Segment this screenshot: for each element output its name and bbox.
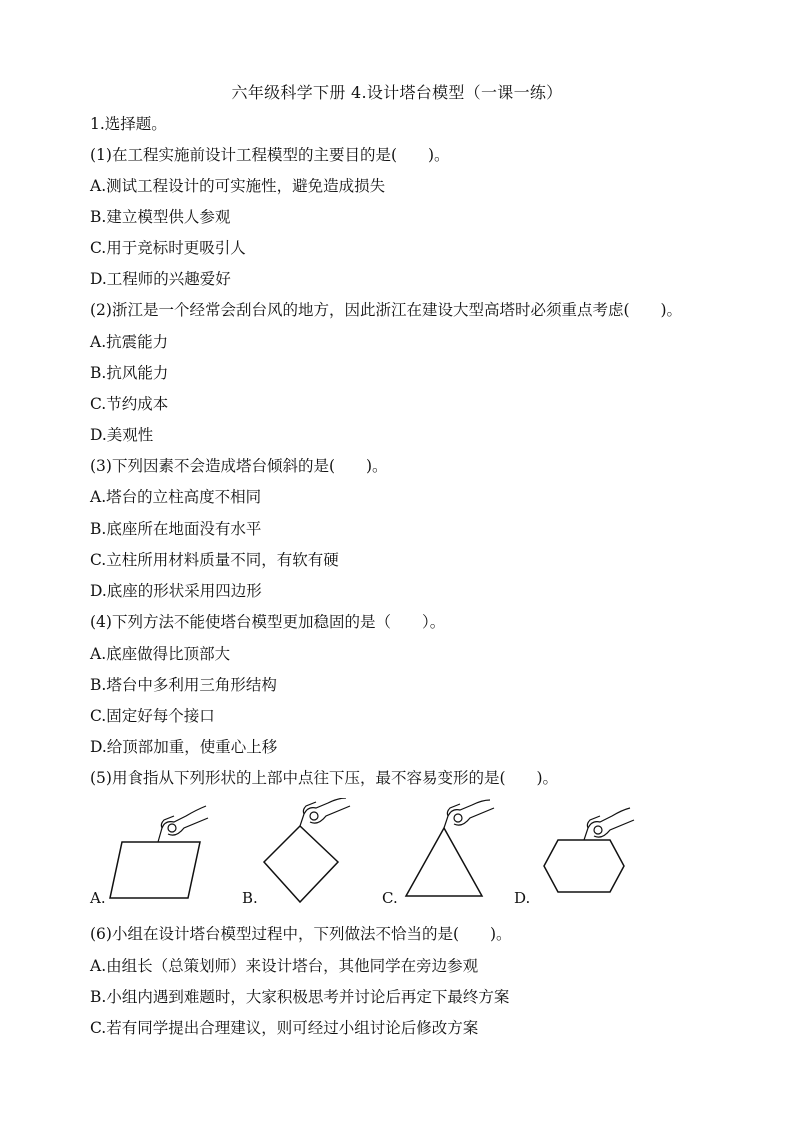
question-1-option-b: B.建立模型供人参观 <box>90 208 231 226</box>
question-1-option-a: A.测试工程设计的可实施性，避免造成损失 <box>90 177 386 195</box>
square-rotated-icon <box>242 798 382 913</box>
question-1-stem: (1)在工程实施前设计工程模型的主要目的是( )。 <box>90 146 450 164</box>
question-6-option-b: B.小组内遇到难题时，大家积极思考并讨论后再定下最终方案 <box>90 988 510 1006</box>
question-2-option-a: A.抗震能力 <box>90 333 169 351</box>
question-4-option-a: A.底座做得比顶部大 <box>90 645 231 663</box>
figure-d <box>514 798 674 913</box>
question-5-stem: (5)用食指从下列形状的上部中点往下压，最不容易变形的是( )。 <box>90 769 559 787</box>
question-4-option-c: C.固定好每个接口 <box>90 707 215 725</box>
figure-d-label: D. <box>514 889 531 907</box>
question-2-option-b: B.抗风能力 <box>90 364 169 382</box>
question-3-option-d: D.底座的形状采用四边形 <box>90 582 262 600</box>
page-title: 六年级科学下册 4.设计塔台模型（一课一练） <box>231 83 563 102</box>
pressing-hand-icon <box>444 800 494 828</box>
question-2-option-d: D.美观性 <box>90 426 154 444</box>
question-6-option-c: C.若有同学提出合理建议，则可经过小组讨论后修改方案 <box>90 1019 479 1037</box>
question-4-option-d: D.给顶部加重，使重心上移 <box>90 738 278 756</box>
question-3-stem: (3)下列因素不会造成塔台倾斜的是( )。 <box>90 457 388 475</box>
question-3-option-b: B.底座所在地面没有水平 <box>90 520 262 538</box>
question-1-option-c: C.用于竞标时更吸引人 <box>90 239 246 257</box>
triangle-icon <box>382 798 522 913</box>
figure-b-label: B. <box>242 889 258 907</box>
parallelogram-icon <box>90 798 230 913</box>
question-4-option-b: B.塔台中多利用三角形结构 <box>90 676 277 694</box>
question-3-option-a: A.塔台的立柱高度不相同 <box>90 488 262 506</box>
pressing-hand-icon <box>300 798 350 826</box>
figure-c <box>382 798 522 913</box>
figure-a-label: A. <box>90 889 106 907</box>
pressing-hand-icon <box>584 808 634 840</box>
figure-b <box>242 798 382 913</box>
question-4-stem: (4)下列方法不能使塔台模型更加稳固的是（ ）。 <box>90 613 446 631</box>
question-6-option-a: A.由组长（总策划师）来设计塔台，其他同学在旁边参观 <box>90 957 479 975</box>
question-3-option-c: C.立柱所用材料质量不同，有软有硬 <box>90 551 339 569</box>
hexagon-icon <box>514 798 674 913</box>
question-6-stem: (6)小组在设计塔台模型过程中，下列做法不恰当的是( )。 <box>90 925 512 943</box>
question-5-figures <box>90 798 710 913</box>
figure-c-label: C. <box>382 889 398 907</box>
question-2-option-c: C.节约成本 <box>90 395 169 413</box>
question-2-stem: (2)浙江是一个经常会刮台风的地方，因此浙江在建设大型高塔时必须重点考虑( )。 <box>90 301 683 319</box>
section-heading: 1.选择题。 <box>90 115 167 133</box>
figure-a <box>90 798 230 913</box>
pressing-hand-icon <box>158 806 208 842</box>
question-1-option-d: D.工程师的兴趣爱好 <box>90 270 231 288</box>
